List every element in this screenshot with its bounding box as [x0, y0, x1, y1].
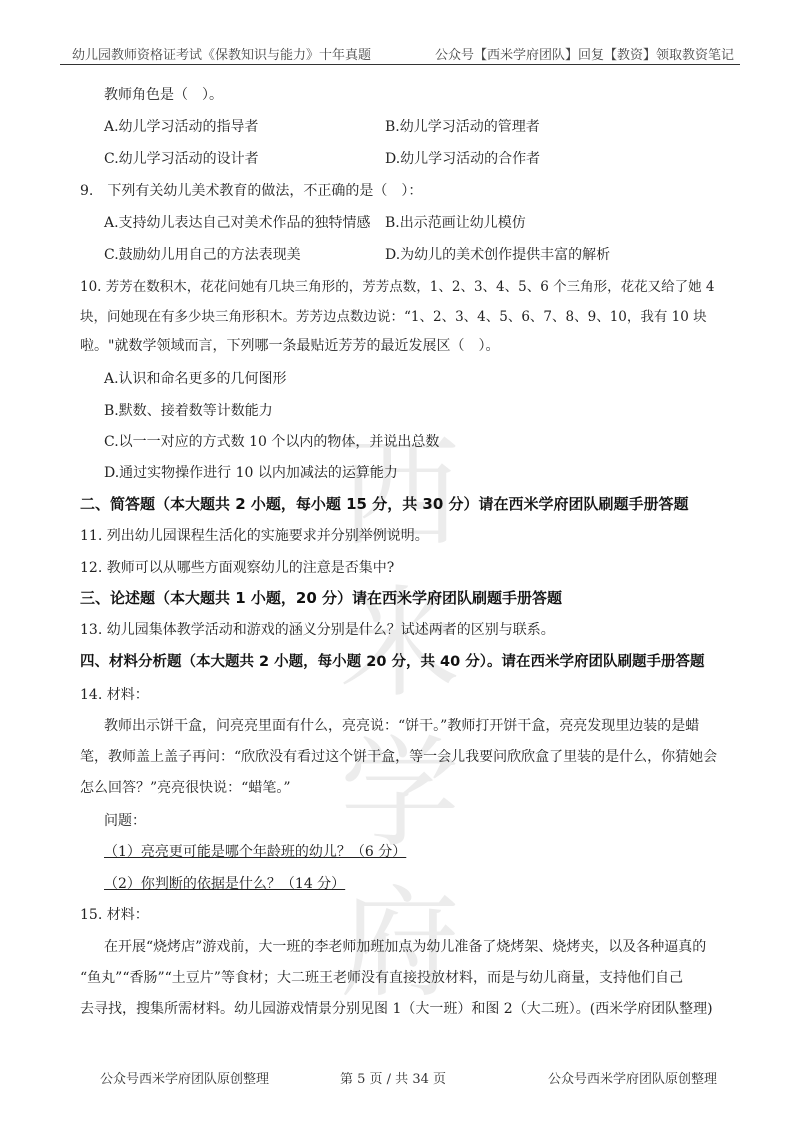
q14-label: 14. 材料：: [80, 687, 149, 703]
watermark: 西米学府: [340, 425, 460, 1014]
q13-text: 13. 幼儿园集体教学活动和游戏的涵义分别是什么？试述两者的区别与联系。: [80, 622, 555, 638]
q14-material-line-3: 怎么回答？”亮亮很快说：“蜡笔。”: [80, 780, 291, 796]
section-2-heading: 二、简答题（本大题共 2 小题，每小题 15 分，共 30 分）请在西米学府团队刷题手册答题: [80, 495, 689, 513]
q8-option-c: C.幼儿学习活动的设计者: [104, 151, 259, 167]
q8-option-b: B.幼儿学习活动的管理者: [385, 119, 540, 135]
page-header: [60, 40, 740, 65]
q12-text: 12. 教师可以从哪些方面观察幼儿的注意是否集中?: [80, 560, 395, 576]
q8-option-a: A.幼儿学习活动的指导者: [104, 119, 259, 135]
q9-stem: 9. 下列有关幼儿美术教育的做法，不正确的是（ ）：: [80, 183, 423, 199]
page-number: 第 5 页 / 共 34 页: [340, 1072, 446, 1087]
q14-material-line-1: 教师出示饼干盒，问亮亮里面有什么，亮亮说：“饼干。”教师打开饼干盒，亮亮发现里边装的是蜡: [104, 718, 700, 734]
q15-material-line-3: 去寻找，搜集所需材料。幼儿园游戏情景分别见图 1（大一班）和图 2（大二班）。(西米学府团队整理): [80, 1001, 713, 1017]
q14-material-line-2: 笔，教师盖上盖子再问：“欣欣没有看过这个饼干盒，等一会儿我要问欣欣盒了里装的是什么，你猜她会: [80, 749, 718, 765]
q10-option-a: A.认识和命名更多的几何图形: [104, 371, 287, 387]
q10-option-d: D.通过实物操作进行 10 以内加减法的运算能力: [104, 465, 398, 481]
q8-option-d: D.幼儿学习活动的合作者: [385, 151, 541, 167]
q15-material-line-2: “鱼丸”“香肠”“土豆片”等食材；大二班王老师没有直接投放材料，而是与幼儿商量，支持他们自己: [80, 970, 683, 986]
q10-option-b: B.默数、接着数等计数能力: [104, 403, 273, 419]
q9-option-d: D.为幼儿的美术创作提供丰富的解析: [385, 247, 611, 263]
q11-text: 11. 列出幼儿园课程生活化的实施要求并分别举例说明。: [80, 528, 429, 544]
footer-left-text: 公众号西米学府团队原创整理: [100, 1072, 270, 1087]
section-3-heading: 三、论述题（本大题共 1 小题，20 分）请在西米学府团队刷题手册答题: [80, 589, 562, 607]
section-4-heading: 四、材料分析题（本大题共 2 小题，每小题 20 分，共 40 分）。请在西米学府团队刷题手册答题: [80, 654, 705, 670]
q10-stem-line-2: 块，问她现在有多少块三角形积木。芳芳边点数边说：“1、2、3、4、5、6、7、8、9、10，我有 10 块: [80, 309, 707, 325]
q15-material-line-1: 在开展“烧烤店”游戏前，大一班的李老师加班加点为幼儿准备了烧烤架、烧烤夹，以及各种逼真的: [104, 939, 707, 955]
q10-option-c: C.以一一对应的方式数 10 个以内的物体，并说出总数: [104, 434, 440, 450]
q10-stem-line-1: 10. 芳芳在数积木，花花问她有几块三角形的，芳芳点数，1、2、3、4、5、6 个三角形，花花又给了她 4: [80, 279, 715, 295]
q14-subquestion-1: （1）亮亮更可能是哪个年龄班的幼儿？（6 分）: [104, 844, 407, 860]
q8-stem: 教师角色是（ ）。: [104, 87, 223, 103]
q14-subquestion-2: （2）你判断的依据是什么？（14 分）: [104, 876, 346, 892]
q10-stem-line-3: 啦。"就数学领域而言，下列哪一条最贴近芳芳的最近发展区（ ）。: [80, 338, 500, 354]
q9-option-b: B.出示范画让幼儿模仿: [385, 215, 526, 231]
q15-label: 15. 材料：: [80, 907, 149, 923]
header-right-text: 公众号【西米学府团队】回复【教资】领取教资笔记: [434, 48, 734, 63]
footer-right-text: 公众号西米学府团队原创整理: [548, 1072, 718, 1087]
q9-option-c: C.鼓励幼儿用自己的方法表现美: [104, 247, 301, 263]
q9-option-a: A.支持幼儿表达自己对美术作品的独特情感: [104, 215, 371, 231]
q14-question-label: 问题：: [104, 813, 146, 829]
header-left-text: 幼儿园教师资格证考试《保教知识与能力》十年真题: [72, 48, 372, 63]
